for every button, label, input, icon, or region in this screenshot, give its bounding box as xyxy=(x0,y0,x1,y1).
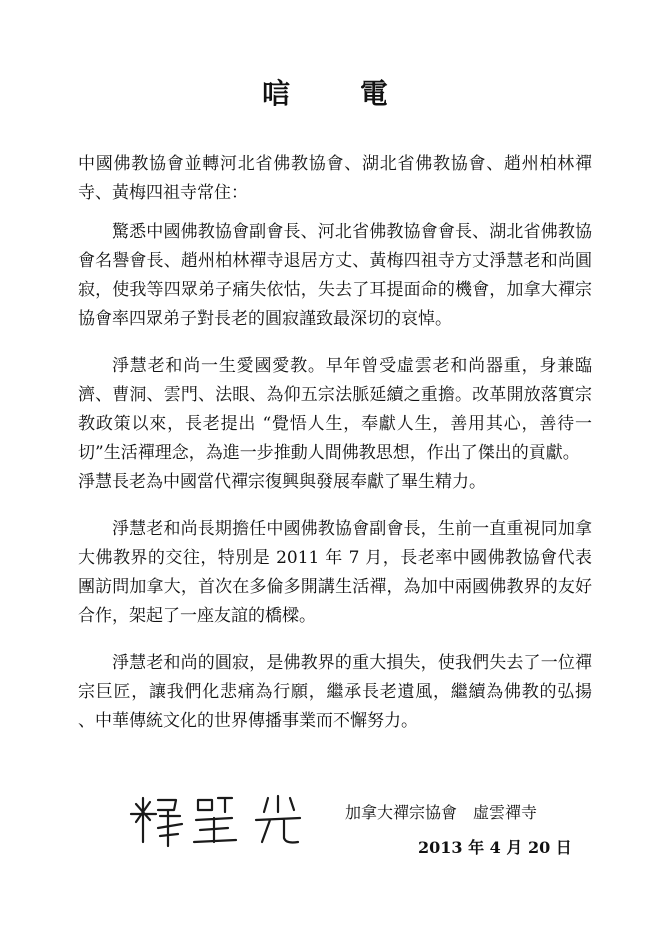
addressee-line: 中國佛教協會並轉河北省佛教協會、湖北省佛教協會、趙州柏林禪寺、黃梅四祖寺常住： xyxy=(78,154,592,203)
paragraph-condolence: 驚悉中國佛教協會副會長、河北省佛教協會會長、湖北省佛教協會名譽會長、趙州柏林禪寺退居方丈、黃梅四祖寺方丈淨慧老和尚圓寂，使我等四眾弟子痛失依怙，失去了耳提面命的機會，加拿大禪宗協會率四眾弟子對長老的圓寂謹致最深切的哀悼。 xyxy=(78,222,592,329)
letter-date: 2013 年 4 月 20 日 xyxy=(418,838,572,857)
sender-organizations xyxy=(345,800,595,823)
sender-org-association: 加拿大禪宗協會 xyxy=(345,803,458,822)
sender-org-temple: 虛雲禪寺 xyxy=(473,803,538,822)
letter-body xyxy=(78,150,592,736)
paragraph-dedication: 淨慧長老為中國當代禪宗復興與發展奉獻了畢生精力。 xyxy=(78,472,486,492)
paragraph-canada-relations: 淨慧老和尚長期擔任中國佛教協會副會長，生前一直重視同加拿大佛教界的交往，特別是 2011 年 7 月，長老率中國佛教協會代表團訪問加拿大，首次在多倫多開講生活禪，為加中兩國佛教界的友好合作，架起了一座友誼的橋樑。 xyxy=(78,519,592,626)
signature-drawing xyxy=(128,790,318,850)
handwritten-signature xyxy=(128,790,318,850)
document-title: 唁 電 xyxy=(262,77,418,110)
paragraph-closing: 淨慧老和尚的圓寂，是佛教界的重大損失，使我們失去了一位禪宗巨匠，讓我們化悲痛為行願，繼承長老遺風，繼續為佛教的弘揚 、中華傳統文化的世界傳播事業而不懈努力。 xyxy=(78,653,592,731)
paragraph-patriotism: 淨慧老和尚一生愛國愛教。早年曾受虛雲老和尚器重，身兼臨濟、曹洞、雲門、法眼、為仰五宗法脈延續之重擔。改革開放落實宗教政策以來，長老提出 “覺悟人生，奉獻人生，善用其心，善待一切”生活禪理念，為進一步推動人間佛教思想，作出了傑出的貢獻。 xyxy=(78,356,592,463)
